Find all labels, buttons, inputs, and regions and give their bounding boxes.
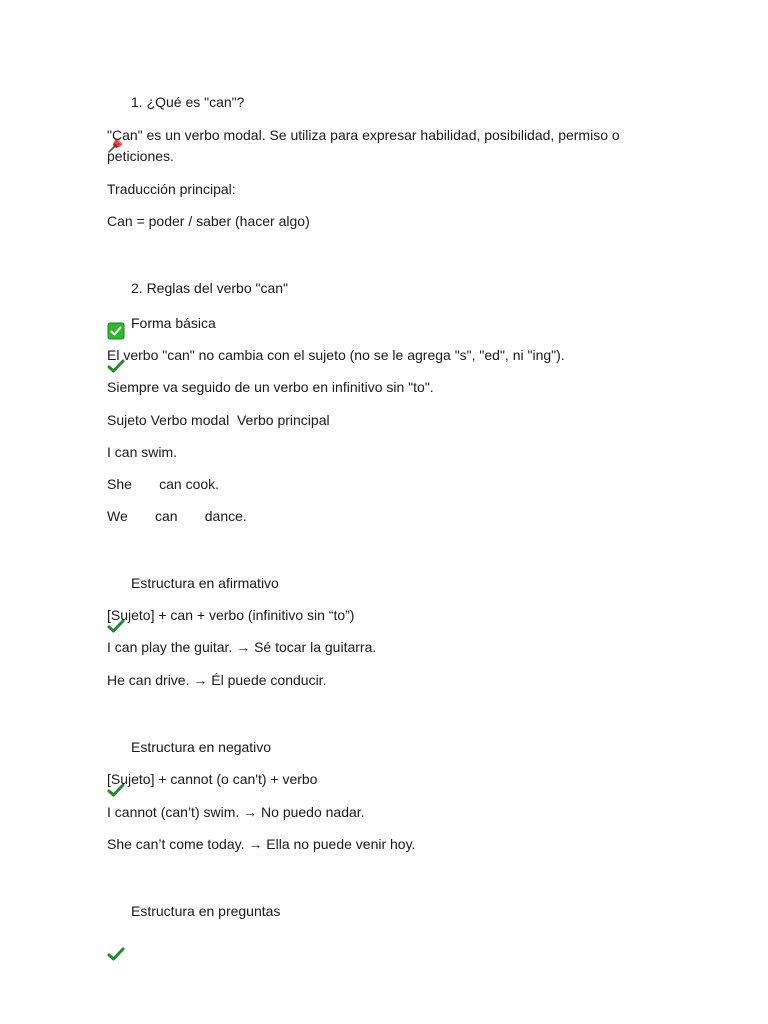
section-1-intro: "Can" es un verbo modal. Se utiliza para expresar habilidad, posibilidad, permiso o peticiones. <box>107 127 620 164</box>
questions-heading <box>107 901 280 922</box>
check-box-icon <box>107 280 125 298</box>
check-mark-icon <box>107 575 125 593</box>
section-1-title: 1. ¿Qué es "can"? <box>131 94 245 110</box>
pushpin-icon <box>107 94 125 112</box>
check-mark-icon <box>107 739 125 757</box>
basic-form-rule-2: Siempre va seguido de un verbo en infinitivo sin "to". <box>107 379 434 395</box>
affirmative-example-2: He can drive. → Él puede conducir. <box>107 672 327 688</box>
check-mark-icon <box>107 903 125 921</box>
negative-heading <box>107 737 271 758</box>
basic-form-rule-1: El verbo "can" no cambia con el sujeto (no se le agrega "s", "ed", ni "ing"). <box>107 347 565 363</box>
example-row-2: She can cook. <box>107 476 220 492</box>
basic-form-heading <box>107 313 216 334</box>
affirmative-heading <box>107 573 279 594</box>
affirmative-title: Estructura en afirmativo <box>131 575 279 591</box>
section-2-heading <box>107 278 288 299</box>
negative-formula: [Sujeto] + cannot (o can't) + verbo <box>107 771 318 787</box>
section-1-heading <box>107 92 244 113</box>
check-mark-icon <box>107 315 125 333</box>
questions-title: Estructura en preguntas <box>131 903 281 919</box>
example-table-header: Sujeto Verbo modal Verbo principal <box>107 412 330 428</box>
negative-example-2: She can’t come today. → Ella no puede venir hoy. <box>107 836 416 852</box>
example-row-3: We can dance. <box>107 508 247 524</box>
translation-label: Traducción principal: <box>107 181 236 197</box>
affirmative-formula: [Sujeto] + can + verbo (infinitivo sin “to”) <box>107 607 355 623</box>
example-row-1: I can swim. <box>107 444 178 460</box>
translation-text: Can = poder / saber (hacer algo) <box>107 213 310 229</box>
negative-title: Estructura en negativo <box>131 739 272 755</box>
basic-form-title: Forma básica <box>131 315 216 331</box>
affirmative-example-1: I can play the guitar. → Sé tocar la guitarra. <box>107 639 377 655</box>
negative-example-1: I cannot (can’t) swim. → No puedo nadar. <box>107 804 365 820</box>
section-2-title: 2. Reglas del verbo "can" <box>131 280 289 296</box>
